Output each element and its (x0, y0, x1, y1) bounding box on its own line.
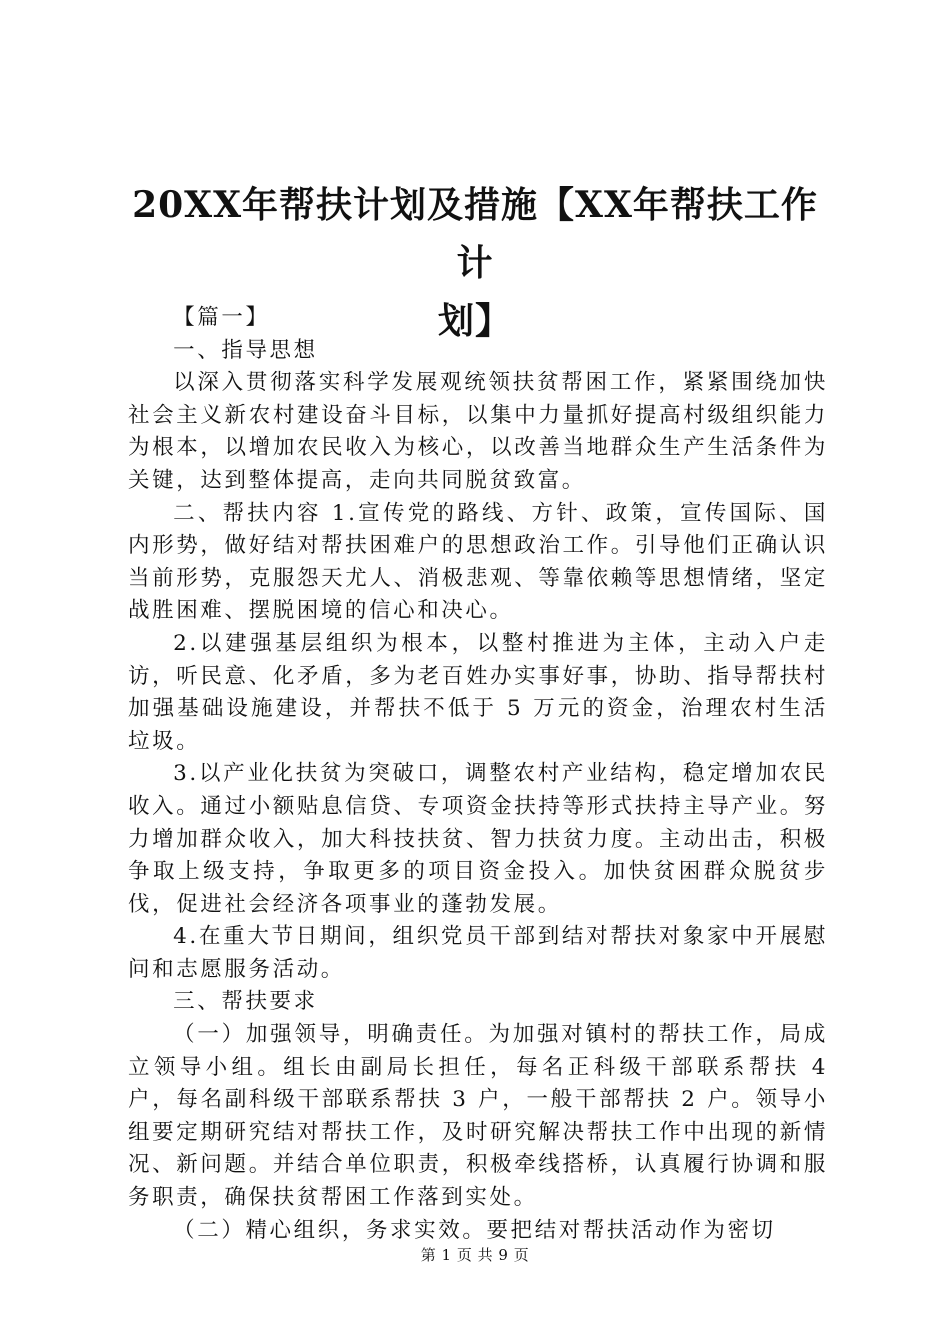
paragraph-requirement-2: （二）精心组织，务求实效。要把结对帮扶活动作为密切 (173, 1217, 776, 1243)
document-body (128, 302, 828, 1247)
paragraph-assistance-content-3: 3.以产业化扶贫为突破口，调整农村产业结构，稳定增加农民收入。通过小额贴息信贷、专项资金扶持等形式扶持主导产业。努力增加群众收入，加大科技扶贫、智力扶贫力度。主动出击，积极争取上级支持，争取更多的项目资金投入。加快贫困群众脱贫步伐，促进社会经济各项事业的蓬勃发展。 (128, 761, 828, 917)
title-line-2: 划】 (437, 300, 512, 342)
paragraph-assistance-content-2: 2.以建强基层组织为根本，以整村推进为主体，主动入户走访，听民意、化矛盾，多为老百姓办实事好事，协助、指导帮扶村加强基础设施建设，并帮扶不低于 5 万元的资金，治理农村生活垃圾。 (128, 630, 828, 754)
paragraph-requirement-1: （一）加强领导，明确责任。为加强对镇村的帮扶工作，局成立领导小组。组长由副局长担任，每名正科级干部联系帮扶 4 户，每名副科级干部联系帮扶 3 户，一般干部帮扶 2 户。领导小组要定期研究结对帮扶工作，及时研究解决帮扶工作中出现的新情况、新问题。并结合单位职责，积极牵线搭桥，认真履行协调和服务职责，确保扶贫帮困工作落到实处。 (128, 1022, 828, 1211)
paragraph-assistance-content-4: 4.在重大节日期间，组织党员干部到结对帮扶对象家中开展慰问和志愿服务活动。 (128, 924, 828, 982)
heading-guiding-ideology: 一、指导思想 (173, 337, 318, 363)
section-label: 【篇一】 (173, 305, 270, 330)
page-number-footer: 第 1 页 共 9 页 (420, 1246, 530, 1264)
title-line-1: 20XX年帮扶计划及措施【XX年帮扶工作计 (132, 184, 818, 284)
paragraph-guiding-ideology: 以深入贯彻落实科学发展观统领扶贫帮困工作，紧紧围绕加快社会主义新农村建设奋斗目标，以集中力量抓好提高村级组织能力为根本，以增加农民收入为核心，以改善当地群众生产生活条件为关键，达到整体提高，走向共同脱贫致富。 (128, 370, 828, 493)
paragraph-assistance-content-1: 二、帮扶内容 1.宣传党的路线、方针、政策，宣传国际、国内形势，做好结对帮扶困难户的思想政治工作。引导他们正确认识当前形势，克服怨天尤人、消极悲观、等靠依赖等思想情绪，坚定战胜困难、摆脱困境的信心和决心。 (128, 500, 828, 624)
heading-assistance-requirements: 三、帮扶要求 (173, 989, 318, 1015)
